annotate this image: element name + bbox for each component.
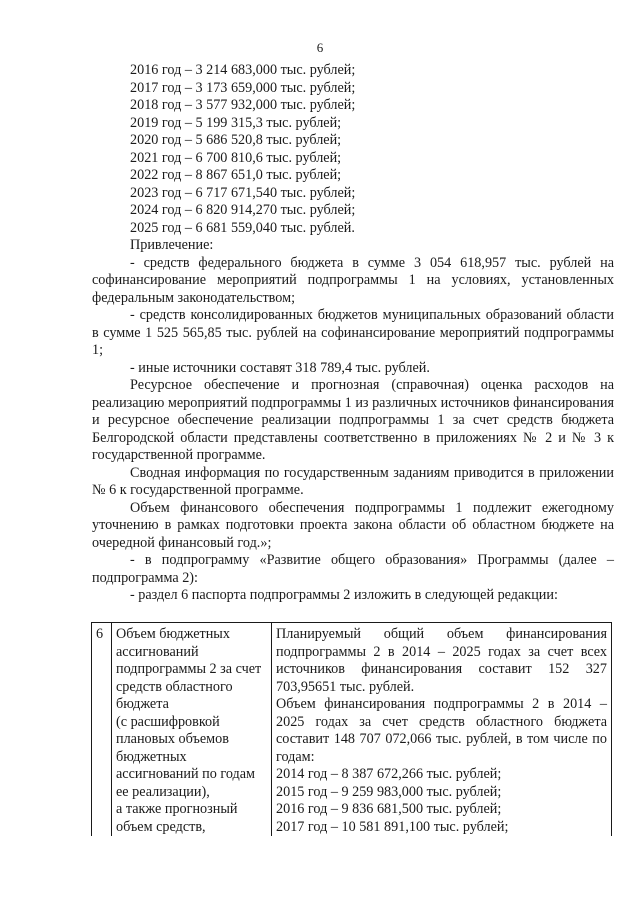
label-line: средств областного bbox=[116, 678, 233, 695]
section6-intro: - раздел 6 паспорта подпрограммы 2 изложить в следующей редакции: bbox=[130, 587, 558, 603]
row-label-cell bbox=[112, 623, 272, 837]
passport-table bbox=[91, 622, 612, 836]
federal-funds-paragraph: - средств федерального бюджета в сумме 3 054 618,957 тыс. рублей на софинансирование мероприятий подпрограммы 1 на условиях, установленных федеральным законодательством; bbox=[92, 254, 614, 306]
year-line: 2020 год – 5 686 520,8 тыс. рублей; bbox=[130, 132, 342, 148]
year-line: 2025 год – 6 681 559,040 тыс. рублей. bbox=[130, 219, 355, 236]
label-line: ассигнований bbox=[116, 643, 199, 660]
label-line: ее реализации), bbox=[116, 783, 210, 800]
year-line: 2024 год – 6 820 914,270 тыс. рублей; bbox=[130, 202, 356, 218]
label-line: подпрограммы 2 за счет bbox=[116, 661, 262, 677]
summary-paragraph: Сводная информация по государственным заданиям приводится в приложении № 6 к государственной программе. bbox=[92, 464, 614, 498]
year-line: 2019 год – 5 199 315,3 тыс. рублей; bbox=[130, 114, 342, 131]
page-number: 6 bbox=[316, 40, 324, 55]
subprogram2-intro: - в подпрограмму «Развитие общего образования» Программы (далее – подпрограмма 2): bbox=[92, 552, 614, 586]
row-value-cell bbox=[272, 623, 612, 837]
label-line: объем средств, bbox=[116, 818, 206, 835]
years-financing-list bbox=[92, 62, 614, 237]
document-body bbox=[92, 62, 614, 605]
planned-total-text: Планируемый общий объем финансирования подпрограммы 2 в 2014 – 2025 годах за счет всех источников финансирования составит 152 327 703,95651 тыс. рублей. bbox=[276, 626, 607, 695]
label-line: Объем бюджетных bbox=[116, 626, 230, 642]
label-line: а также прогнозный bbox=[116, 801, 238, 817]
resource-paragraph: Ресурсное обеспечение и прогнозная (справочная) оценка расходов на реализацию мероприятий подпрограммы 1 из различных источников финансирования и ресурсное обеспечение реализации подпрограммы 1 за счет средств бюджета Белгородской области представлены соответственно в приложениях № 2 и № 3 к государственной программе. bbox=[92, 377, 614, 463]
label-line: ассигнований по годам bbox=[116, 766, 255, 782]
table-year-line: 2017 год – 10 581 891,100 тыс. рублей; bbox=[276, 818, 509, 835]
regional-total-text: Объем финансирования подпрограммы 2 в 2014 – 2025 годах за счет средств областного бюджета составит 148 707 072,066 тыс. рублей, в том числе по годам: bbox=[276, 696, 607, 765]
table-row bbox=[92, 623, 612, 837]
year-line: 2021 год – 6 700 810,6 тыс. рублей; bbox=[130, 149, 342, 166]
table-year-line: 2014 год – 8 387 672,266 тыс. рублей; bbox=[276, 766, 502, 782]
other-sources-paragraph: - иные источники составят 318 789,4 тыс. рублей. bbox=[130, 359, 430, 376]
row-number-cell: 6 bbox=[92, 623, 112, 837]
label-line: бюджета bbox=[116, 696, 169, 712]
year-line: 2022 год – 8 867 651,0 тыс. рублей; bbox=[130, 167, 342, 183]
table-year-line: 2016 год – 9 836 681,500 тыс. рублей; bbox=[276, 801, 502, 817]
year-line: 2023 год – 6 717 671,540 тыс. рублей; bbox=[130, 184, 356, 201]
year-line: 2017 год – 3 173 659,000 тыс. рублей; bbox=[130, 79, 356, 96]
attraction-heading: Привлечение: bbox=[130, 237, 214, 253]
label-line: бюджетных bbox=[116, 748, 187, 765]
municipal-funds-paragraph: - средств консолидированных бюджетов муниципальных образований области в сумме 1 525 565,85 тыс. рублей на софинансирование мероприятий подпрограммы 1; bbox=[92, 307, 614, 358]
table-year-line: 2015 год – 9 259 983,000 тыс. рублей; bbox=[276, 783, 502, 800]
volume-paragraph: Объем финансового обеспечения подпрограммы 1 подлежит ежегодному уточнению в рамках подготовки проекта закона области об областном бюджете на очередной финансовый год.»; bbox=[92, 499, 614, 551]
year-line: 2018 год – 3 577 932,000 тыс. рублей; bbox=[130, 97, 356, 113]
year-line: 2016 год – 3 214 683,000 тыс. рублей; bbox=[130, 62, 356, 78]
label-line: плановых объемов bbox=[116, 731, 229, 747]
label-line: (с расшифровкой bbox=[116, 713, 220, 730]
